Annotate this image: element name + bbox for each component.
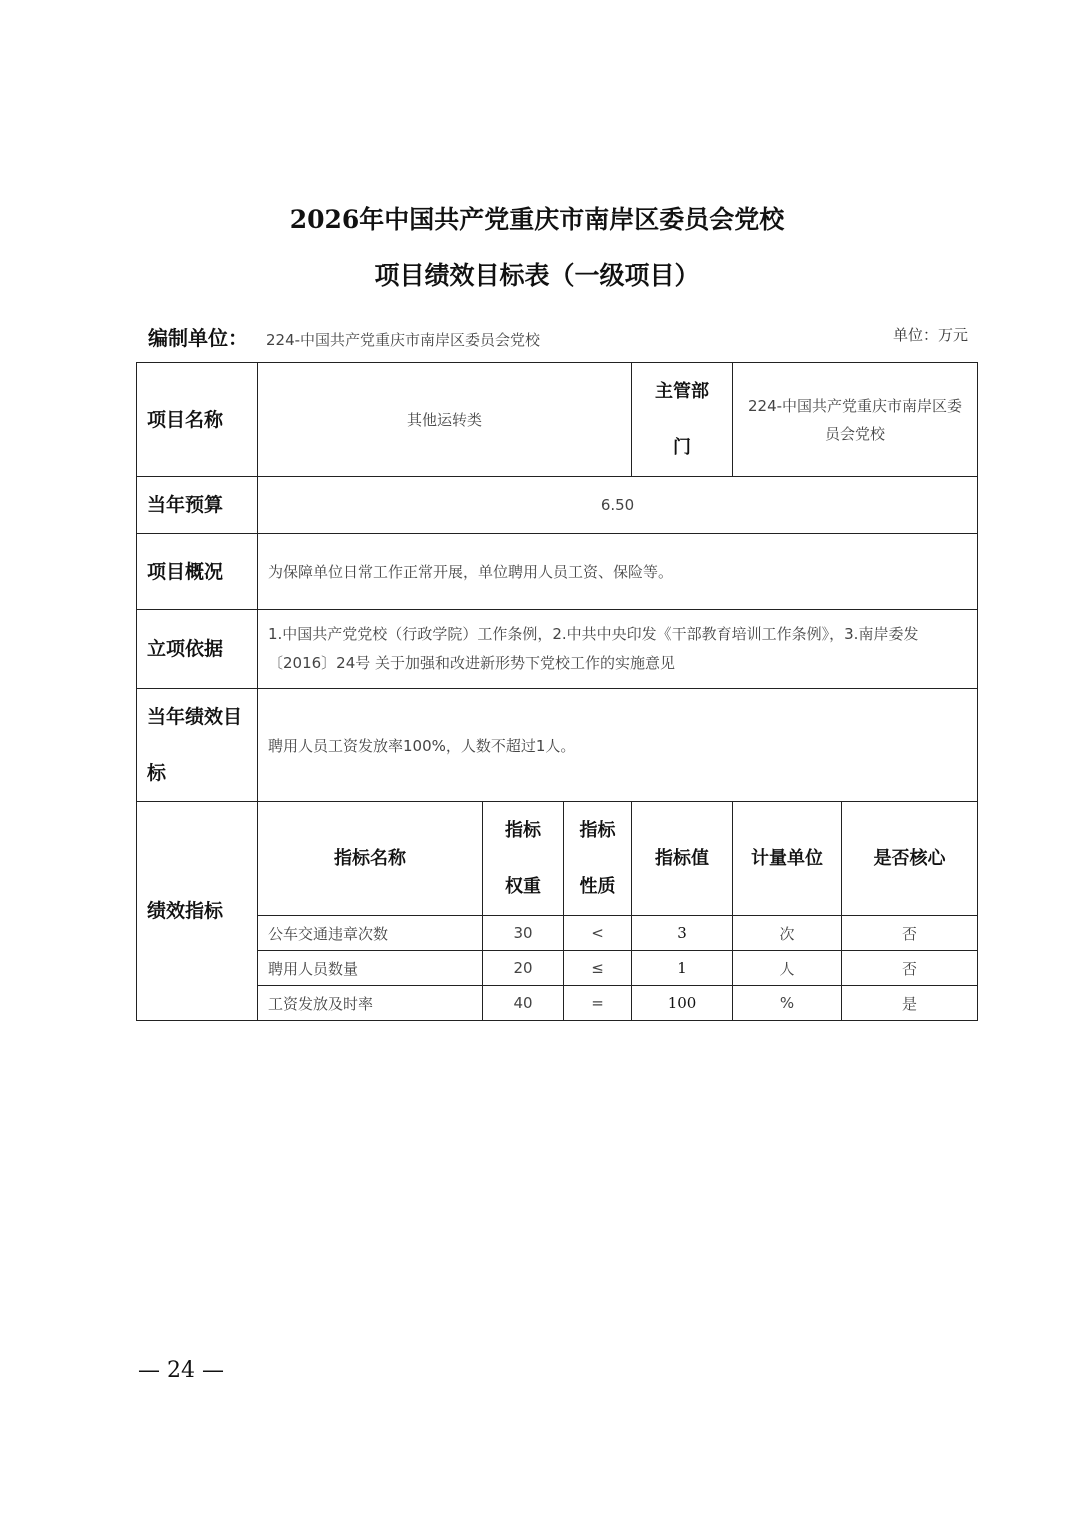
- overview-value: 为保障单位日常工作正常开展，单位聘用人员工资、保险等。: [258, 534, 978, 610]
- header-nature: 指标性质: [564, 802, 632, 916]
- indicators-label: 绩效指标: [137, 802, 258, 1021]
- indicator-value: 100: [632, 986, 733, 1021]
- indicator-unit: %: [733, 986, 842, 1021]
- basis-value: 1.中国共产党党校（行政学院）工作条例，2.中共中央印发《干部教育培训工作条例》，3.南岸委发〔2016〕24号 关于加强和改进新形势下党校工作的实施意见: [258, 610, 978, 689]
- table-row: [137, 986, 978, 1021]
- name-label: 项目名称: [137, 363, 258, 477]
- indicator-unit: 人: [733, 951, 842, 986]
- basis-label: 立项依据: [137, 610, 258, 689]
- indicator-nature: =: [564, 986, 632, 1021]
- compiler-label: 编制单位：: [148, 326, 248, 350]
- goal-label: 当年绩效目标: [137, 689, 258, 802]
- indicator-nature: ≤: [564, 951, 632, 986]
- title-line-1: 2026年中国共产党重庆市南岸区委员会党校: [289, 205, 785, 234]
- indicator-weight: 20: [483, 951, 564, 986]
- indicator-core: 否: [842, 916, 978, 951]
- indicator-name: 公车交通违章次数: [258, 916, 483, 951]
- header-unit: 计量单位: [733, 802, 842, 916]
- table-row: [137, 951, 978, 986]
- indicator-name: 聘用人员数量: [258, 951, 483, 986]
- performance-table: [136, 362, 978, 1021]
- compiler-value: 224-中国共产党重庆市南岸区委员会党校: [266, 331, 541, 349]
- dept-label: 主管部门: [632, 363, 733, 477]
- title-line-2: 项目绩效目标表（一级项目）: [374, 261, 700, 290]
- indicator-value: 1: [632, 951, 733, 986]
- dept-value: 224-中国共产党重庆市南岸区委员会党校: [733, 363, 978, 477]
- indicator-value: 3: [632, 916, 733, 951]
- budget-value: 6.50: [258, 477, 978, 534]
- header-core: 是否核心: [842, 802, 978, 916]
- name-value: 其他运转类: [258, 363, 632, 477]
- unit-label: 单位：万元: [892, 326, 968, 344]
- indicator-name: 工资发放及时率: [258, 986, 483, 1021]
- indicator-unit: 次: [733, 916, 842, 951]
- header-value: 指标值: [632, 802, 733, 916]
- table-row: [137, 916, 978, 951]
- goal-value: 聘用人员工资发放率100%，人数不超过1人。: [258, 689, 978, 802]
- budget-label: 当年预算: [137, 477, 258, 534]
- indicator-core: 是: [842, 986, 978, 1021]
- header-name: 指标名称: [258, 802, 483, 916]
- indicator-weight: 40: [483, 986, 564, 1021]
- page-number: — 24 —: [138, 1358, 224, 1383]
- indicator-nature: <: [564, 916, 632, 951]
- overview-label: 项目概况: [137, 534, 258, 610]
- indicator-core: 否: [842, 951, 978, 986]
- indicator-weight: 30: [483, 916, 564, 951]
- compiler: [148, 322, 540, 351]
- header-weight: 指标权重: [483, 802, 564, 916]
